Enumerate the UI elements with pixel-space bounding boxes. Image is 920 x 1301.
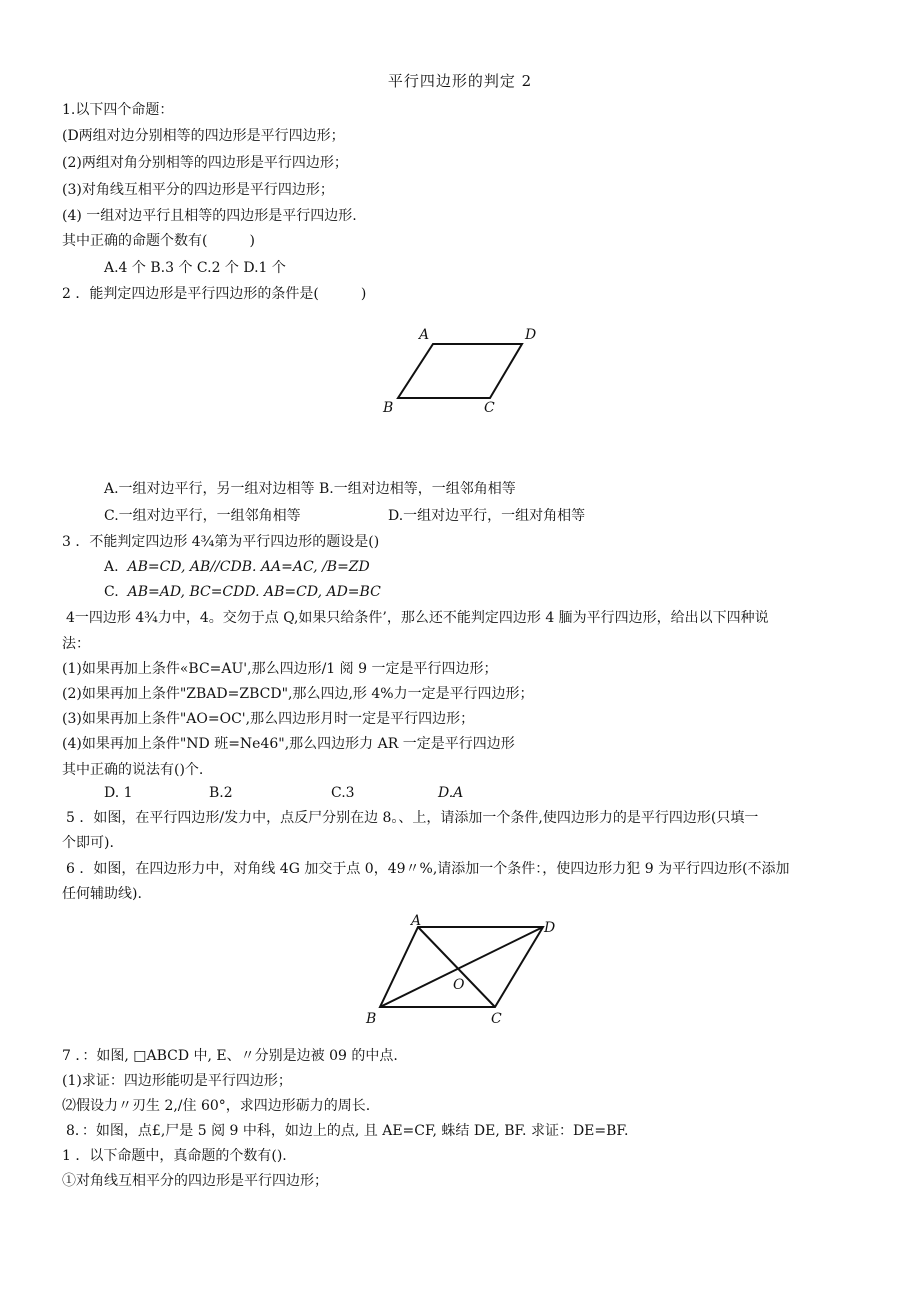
label-c: C — [484, 400, 495, 416]
q1-options: A.4 个 B.3 个 C.2 个 D.1 个 — [104, 260, 286, 276]
q7-part-2: ⑵假设力〃刃生 2,/住 60°，求四边形砺力的周长. — [62, 1098, 371, 1114]
q1-item-3: (3)对角线互相平分的四边形是平行四边形； — [62, 182, 334, 198]
q1-item-2: (2)两组对角分别相等的四边形是平行四边形； — [62, 155, 348, 171]
q5-line-1: 5 ．如图，在平行四边形/发力中，点反尸分别在边 8。、上，请添加一个条件,使四边形力的是平行四边形(只填一 — [66, 810, 759, 826]
q3-row-1-text: AB=CD, AB//CDB. AA=AC, /B=ZD — [127, 559, 370, 575]
q2-options-ab: A.一组对边平行，另一组对边相等 B.一组对边相等，一组邻角相等 — [104, 481, 516, 497]
q4-stem-line-1: 4一四边形 4¾力中，4。交勿于点 Q,如果只给条件’，那么还不能判定四边形 4 腼为平行四边形，给出以下四种说 — [66, 610, 769, 626]
q4-option-c: C.3 — [331, 785, 355, 801]
q2-option-c: C.一组对边平行，一组邻角相等 — [104, 508, 301, 524]
q3-row-2-prefix: C. — [104, 584, 119, 600]
q4-option-a: D. 1 — [104, 785, 133, 801]
q6-parallelogram-figure — [360, 912, 570, 1030]
q4-option-d: D.A — [438, 785, 464, 801]
extra-stem: 1 ．以下命题中，真命题的个数有(). — [62, 1148, 287, 1164]
label-b: B — [383, 400, 394, 416]
q3-row-2 — [104, 582, 381, 602]
q3-row-1-prefix: A. — [104, 559, 119, 575]
q3-row-1 — [104, 557, 370, 577]
q2-parallelogram-figure — [370, 320, 550, 420]
extra-item-1: ①对角线互相平分的四边形是平行四边形； — [62, 1173, 328, 1189]
label-d: D — [525, 327, 537, 343]
q7-part-1: (1)求证：四边形能叨是平行四边形； — [62, 1073, 292, 1089]
q4-stem-line-2: 法： — [62, 636, 90, 652]
q6-line-1: 6 ．如图，在四边形力中，对角线 4G 加交于点 0，49〃%,请添加一个条件：，使四边形力犯 9 为平行四边形(不添加 — [66, 861, 790, 877]
q4-ask: 其中正确的说法有()个. — [62, 762, 204, 778]
q3-row-2-text: AB=AD, BC=CDD. AB=CD, AD=BC — [127, 584, 381, 600]
page-title: 平行四边形的判定 2 — [387, 72, 533, 90]
label-o: O — [453, 977, 465, 993]
label-c: C — [491, 1011, 502, 1027]
label-d: D — [544, 920, 556, 936]
q6-line-2: 任何辅助线). — [62, 886, 142, 902]
q4-item-4: (4)如果再加上条件"ND 班=Ne46",那么四边形力 AR 一定是平行四边形 — [62, 736, 515, 752]
q1-item-1: (D两组对边分别相等的四边形是平行四边形； — [62, 128, 345, 144]
q4-item-3: (3)如果再加上条件"AO=OC',那么四边形月时一定是平行四边形； — [62, 711, 475, 727]
q3-stem: 3 ．不能判定四边形 4¾第为平行四边形的题设是() — [62, 534, 380, 550]
q1-item-4: (4) 一组对边平行且相等的四边形是平行四边形. — [62, 208, 357, 224]
q7-stem: 7 ．：如图, □ABCD 中, E、〃分别是边被 09 的中点. — [62, 1048, 398, 1064]
q2-stem: 2 ．能判定四边形是平行四边形的条件是( ) — [62, 286, 367, 302]
label-b: B — [366, 1011, 377, 1027]
q1-ask: 其中正确的命题个数有( ) — [62, 233, 255, 249]
label-a: A — [419, 327, 430, 343]
q5-line-2: 个即可). — [62, 835, 114, 851]
q2-option-d: D.一组对边平行，一组对角相等 — [388, 508, 586, 524]
q4-item-1: (1)如果再加上条件«BC=AU',那么四边形/1 阅 9 一定是平行四边形； — [62, 661, 498, 677]
q8-stem: 8．：如图，点£,尸是 5 阅 9 中科，如边上的点, 且 AE=CF, 蛛结 DE, BF. 求证：DE=BF. — [66, 1123, 629, 1139]
label-a: A — [411, 913, 422, 929]
q1-stem: 1.以下四个命题： — [62, 102, 174, 118]
diagonal-ac — [418, 927, 495, 1007]
parallelogram-abcd — [398, 344, 522, 398]
q4-item-2: (2)如果再加上条件"ZBAD=ZBCD",那么四边,形 4%力一定是平行四边形； — [62, 686, 534, 702]
q4-option-b: B.2 — [209, 785, 233, 801]
